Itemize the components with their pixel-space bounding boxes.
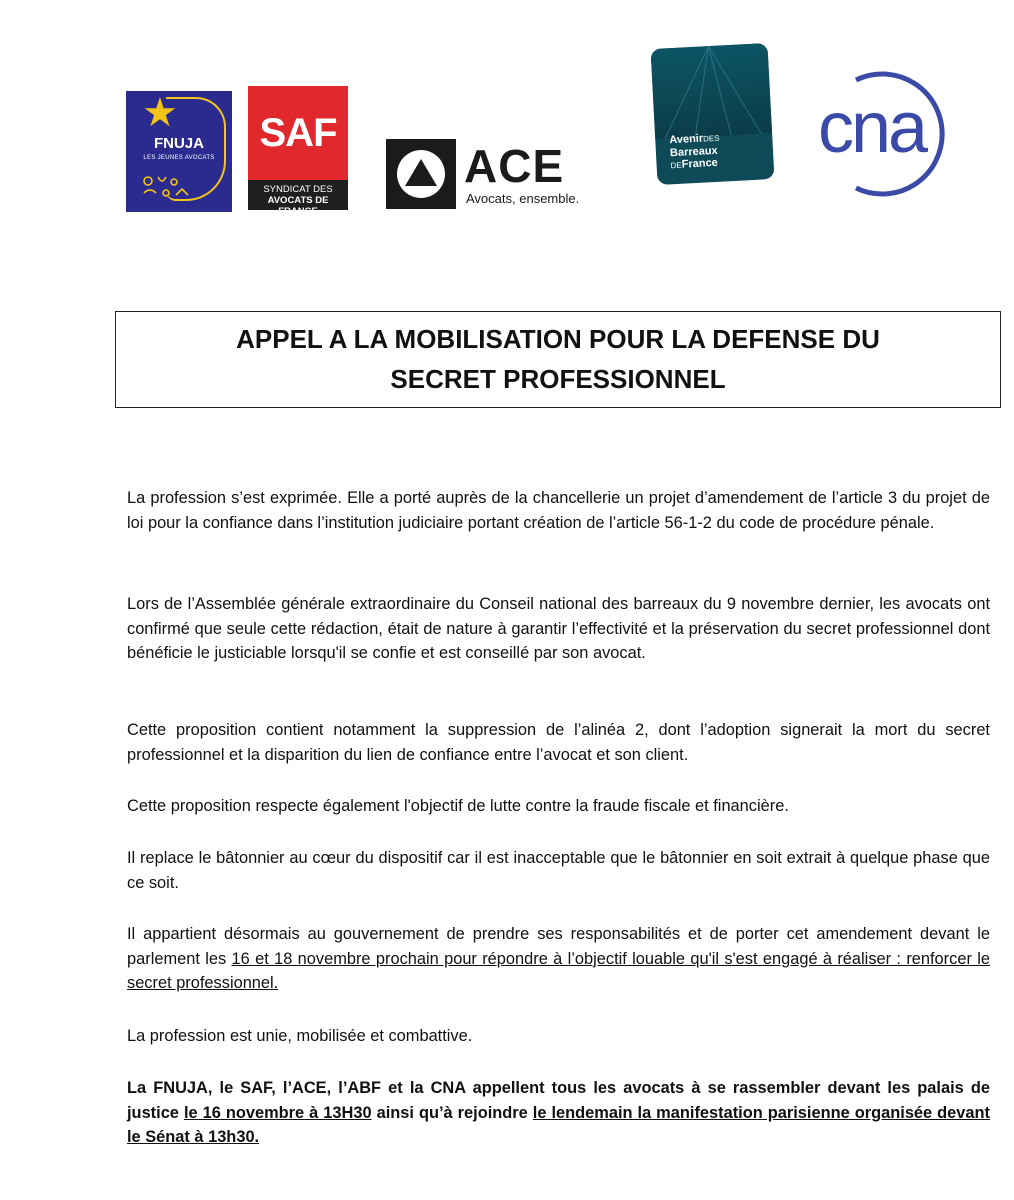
saf-logo-subtitle — [248, 180, 348, 217]
abf-logo-text — [669, 132, 721, 173]
cna-logo-name: cna — [818, 88, 926, 168]
paragraph-5: Il replace le bâtonnier au cœur du dispositif car il est inacceptable que le bâtonnier en soit extrait à quelque phase que ce soit. — [127, 849, 990, 892]
ace-logo-tagline: Avocats, ensemble. — [466, 191, 580, 206]
paragraph-4: Cette proposition respecte également l'objectif de lutte contre la fraude fiscale et financière. — [127, 797, 789, 815]
paragraph-6-underlined: 16 et 18 novembre prochain pour répondre à l’objectif louable qu'il s'est engagé à réaliser : renforcer le secret professionnel. — [127, 949, 990, 992]
paragraph-6-text: Il appartient désormais au gouvernement de prendre ses responsabilités et de porter cet amendement devant le parlement les — [127, 925, 990, 968]
cna-logo — [816, 66, 952, 200]
saf-logo — [248, 86, 348, 217]
abf-logo-line3: France — [681, 156, 719, 171]
saf-logo-line2: AVOCATS DE FRANCE — [267, 195, 329, 217]
ace-logo-name: ACE — [464, 140, 565, 192]
fnuja-logo-name: FNUJA — [153, 135, 204, 152]
fnuja-logo — [126, 91, 232, 212]
doodle-icon — [140, 173, 200, 199]
abf-logo — [651, 43, 775, 185]
paragraph-2: Lors de l’Assemblée générale extraordinaire du Conseil national des barreaux du 9 novembre dernier, les avocats ont confirmé que seule cette rédaction, était de nature à garantir l’effectivité et la préservation du secret professionnel dont bénéficie le justiciable lorsqu'il se confie et est conseillé par son avocat. — [127, 595, 990, 662]
abf-logo-line1: Avenir — [669, 132, 704, 147]
fnuja-logo-subtitle: LES JEUNES AVOCATS — [143, 155, 215, 161]
paragraph-8 — [127, 1076, 990, 1150]
title-line-1: APPEL A LA MOBILISATION POUR LA DEFENSE DU — [236, 324, 880, 354]
abf-logo-line1-small: DES — [702, 133, 720, 144]
paragraph-8-text-a: La FNUJA, le SAF, l’ACE, l’ABF et la CNA appellent tous les avocats à se rassembler devant les palais de justice — [127, 1079, 990, 1122]
paragraph-8-senat: le lendemain la manifestation parisienne organisée devant le Sénat à 13h30. — [127, 1103, 990, 1146]
ace-triangle-icon — [386, 139, 456, 209]
perspective-lines-icon — [651, 43, 773, 139]
abf-logo-line3-small: DE — [670, 160, 682, 171]
title-line-2: SECRET PROFESSIONNEL — [390, 364, 726, 394]
title-box — [115, 311, 1001, 408]
saf-logo-name: SAF — [248, 86, 348, 180]
saf-logo-line1: SYNDICAT DES — [263, 184, 333, 195]
star-icon: ★ — [142, 91, 178, 135]
paragraph-1: La profession s’est exprimée. Elle a porté auprès de la chancellerie un projet d’amendement de l’article 3 du projet de loi pour la confiance dans l’institution judiciaire portant création de l’article 56-1-2 du code de procédure pénale. — [127, 489, 990, 532]
ace-logo — [386, 139, 606, 211]
paragraph-8-date: le 16 novembre à 13H30 — [183, 1103, 372, 1122]
paragraph-3: Cette proposition contient notamment la suppression de l’alinéa 2, dont l’adoption signerait la mort du secret professionnel et la disparition du lien de confiance entre l’avocat et son client. — [127, 721, 990, 764]
paragraph-8-text-c: ainsi qu’à rejoindre — [371, 1103, 533, 1122]
abf-logo-line2: Barreaux — [669, 144, 718, 160]
paragraph-6 — [127, 922, 990, 996]
paragraph-7: La profession est unie, mobilisée et combattive. — [127, 1027, 473, 1045]
